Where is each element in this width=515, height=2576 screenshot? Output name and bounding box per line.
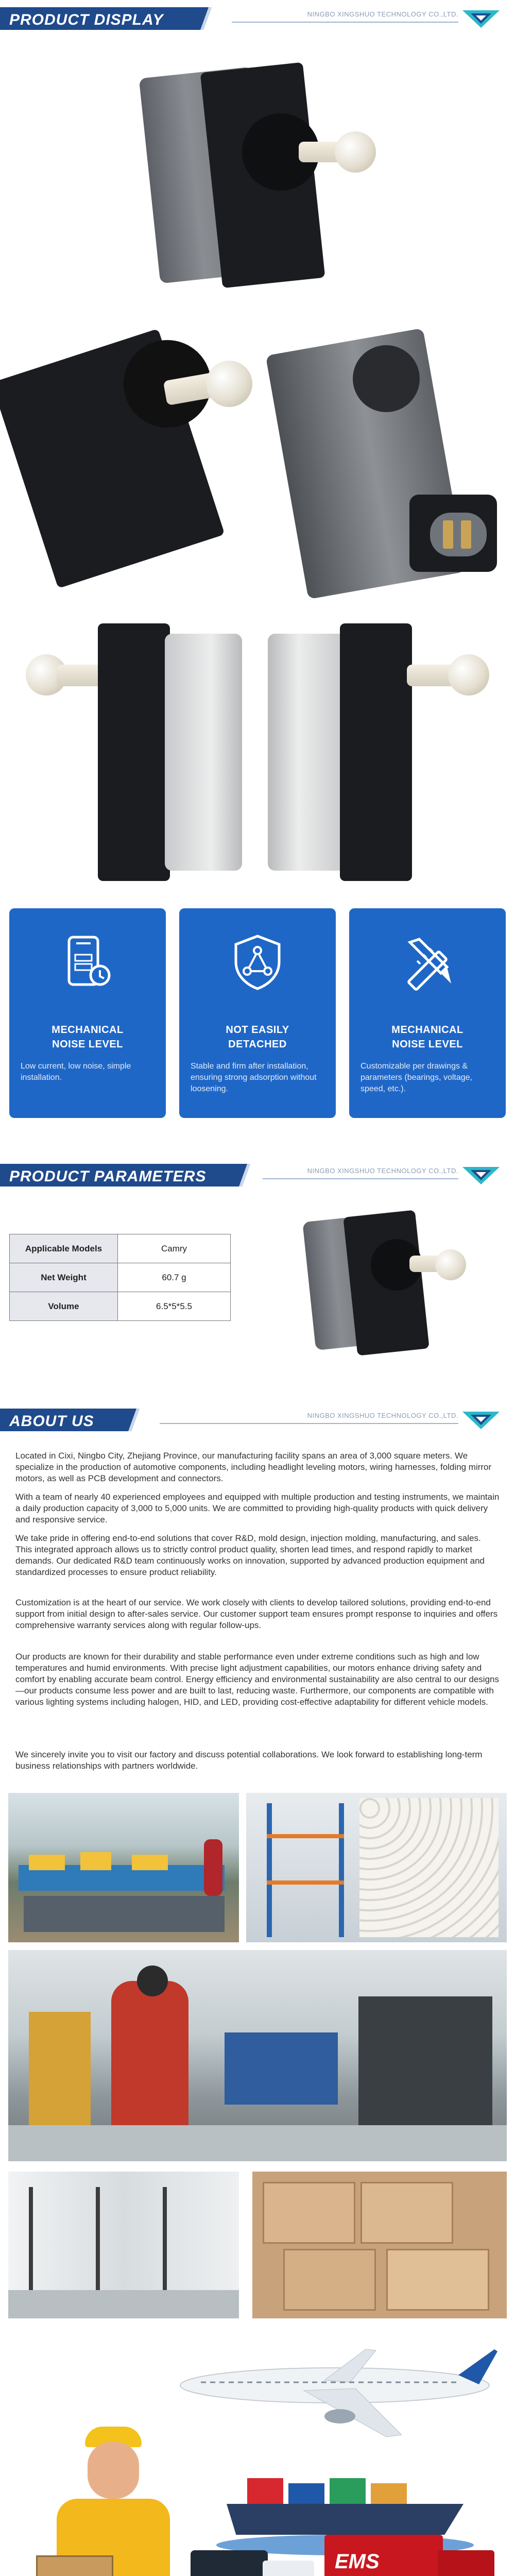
- feature-description: Stable and firm after installation, ensuring strong adsorption without loosening.: [191, 1062, 317, 1093]
- about-paragraph: Our products are known for their durability and stable performance even under extreme conditions such as high and low temperatures and humid environments. With precise light adjustment capabilities, our motors enhance driving safety and comfort by enabling accurate beam control. Energy efficiency and environmental sustainability are also central to our designs—our products consume less power and are built to last, reducing waste. Furthermore, our components are compatible with various lighting systems including halogen, HID, and LED, providing cost-effective adaptability for different vehicle models.: [15, 1652, 499, 1707]
- param-label: Net Weight: [10, 1263, 118, 1292]
- feature-title: NOISE LEVEL: [52, 1039, 123, 1050]
- param-value: Camry: [118, 1234, 231, 1263]
- table-row: [10, 1292, 231, 1321]
- product-photo-parameters: [299, 1208, 474, 1363]
- feature-title: NOISE LEVEL: [392, 1039, 463, 1050]
- about-us-header: [0, 1401, 515, 1437]
- feature-title: DETACHED: [228, 1039, 287, 1050]
- feature-card-1: [9, 908, 166, 1118]
- param-label: Volume: [10, 1292, 118, 1321]
- company-name: NINGBO XINGSHUO TECHNOLOGY CO.,LTD.: [307, 1167, 458, 1175]
- phone-battery-icon: [62, 934, 113, 991]
- factory-photo-office: [8, 2172, 239, 2318]
- delivery-truck-illustration: [324, 2530, 494, 2576]
- about-paragraph: Located in Cixi, Ningbo City, Zhejiang Province, our manufacturing facility spans an area of 3,000 square meters. We specialize in the production of automotive components, including headlight leveling motors, wiring harnesses, folding mirror motors, as well as PCB development and connectors.: [15, 1451, 492, 1483]
- triangle-network-shield-icon: [232, 934, 283, 991]
- feature-description: Low current, low noise, simple installation.: [21, 1062, 131, 1082]
- feature-card-2: [179, 908, 336, 1118]
- delivery-truck-illustration: [191, 2540, 319, 2576]
- parameters-table: [9, 1234, 231, 1321]
- truck-label: EMS: [335, 2550, 380, 2573]
- product-photo-4: [21, 618, 247, 886]
- table-row: [10, 1234, 231, 1263]
- factory-photo-assembly: [8, 1950, 507, 2161]
- param-value: 6.5*5*5.5: [118, 1292, 231, 1321]
- company-name: NINGBO XINGSHUO TECHNOLOGY CO.,LTD.: [307, 10, 458, 18]
- param-value: 60.7 g: [118, 1263, 231, 1292]
- triangle-logo-icon: [461, 1410, 501, 1430]
- product-parameters-header: [0, 1157, 515, 1193]
- logistics-banner: [0, 2334, 515, 2576]
- about-paragraph: With a team of nearly 40 experienced employees and equipped with multiple production and testing instruments, we maintain a daily production capacity of 3,000 to 5,000 units. We are committed to providing high-quality products with quick delivery and responsive service.: [15, 1492, 500, 1524]
- triangle-logo-icon: [461, 1165, 501, 1185]
- feature-title: NOT EASILY: [226, 1024, 289, 1036]
- delivery-man-illustration: [36, 2416, 191, 2576]
- feature-title: MECHANICAL: [52, 1024, 124, 1036]
- company-name: NINGBO XINGSHUO TECHNOLOGY CO.,LTD.: [307, 1412, 458, 1419]
- section-title: PRODUCT PARAMETERS: [9, 1168, 207, 1185]
- feature-title: MECHANICAL: [391, 1024, 464, 1036]
- about-paragraph: We take pride in offering end-to-end solutions that cover R&D, mold design, injection molding, manufacturing, and sales. This integrated approach allows us to strictly control product quality, shorten lead times, and respond rapidly to market demands. Our dedicated R&D team continuously works on innovation, supported by advanced production equipment and standardized processes to ensure product reliability.: [15, 1533, 485, 1577]
- about-paragraph: We sincerely invite you to visit our factory and discuss potential collaborations. We look forward to establishing long-term business relationships with partners worldwide.: [15, 1750, 483, 1771]
- pencil-ruler-icon: [402, 934, 453, 991]
- section-title: PRODUCT DISPLAY: [9, 11, 164, 28]
- feature-card-3: [349, 908, 506, 1118]
- product-photo-1: [129, 57, 397, 289]
- product-photo-3: [276, 325, 510, 608]
- triangle-logo-icon: [461, 8, 501, 29]
- factory-photo-packaging: [252, 2172, 507, 2318]
- airplane-icon: [170, 2339, 500, 2452]
- about-paragraph: Customization is at the heart of our service. We work closely with clients to develop tailored solutions, providing end-to-end support from initial design to after-sales service. Our customer support team ensures prompt response to inquiries and offers comprehensive warranty services along with regular follow-ups.: [15, 1598, 498, 1630]
- factory-photo-warehouse: [246, 1793, 507, 1942]
- feature-description: Customizable per drawings & parameters (bearings, voltage, speed, etc.).: [360, 1062, 472, 1093]
- table-row: [10, 1263, 231, 1292]
- product-photo-5: [263, 618, 500, 886]
- product-photo-2: [10, 319, 263, 577]
- section-title: ABOUT US: [9, 1413, 94, 1430]
- factory-photo-workshop: [8, 1793, 239, 1942]
- param-label: Applicable Models: [10, 1234, 118, 1263]
- product-display-header: [0, 0, 515, 36]
